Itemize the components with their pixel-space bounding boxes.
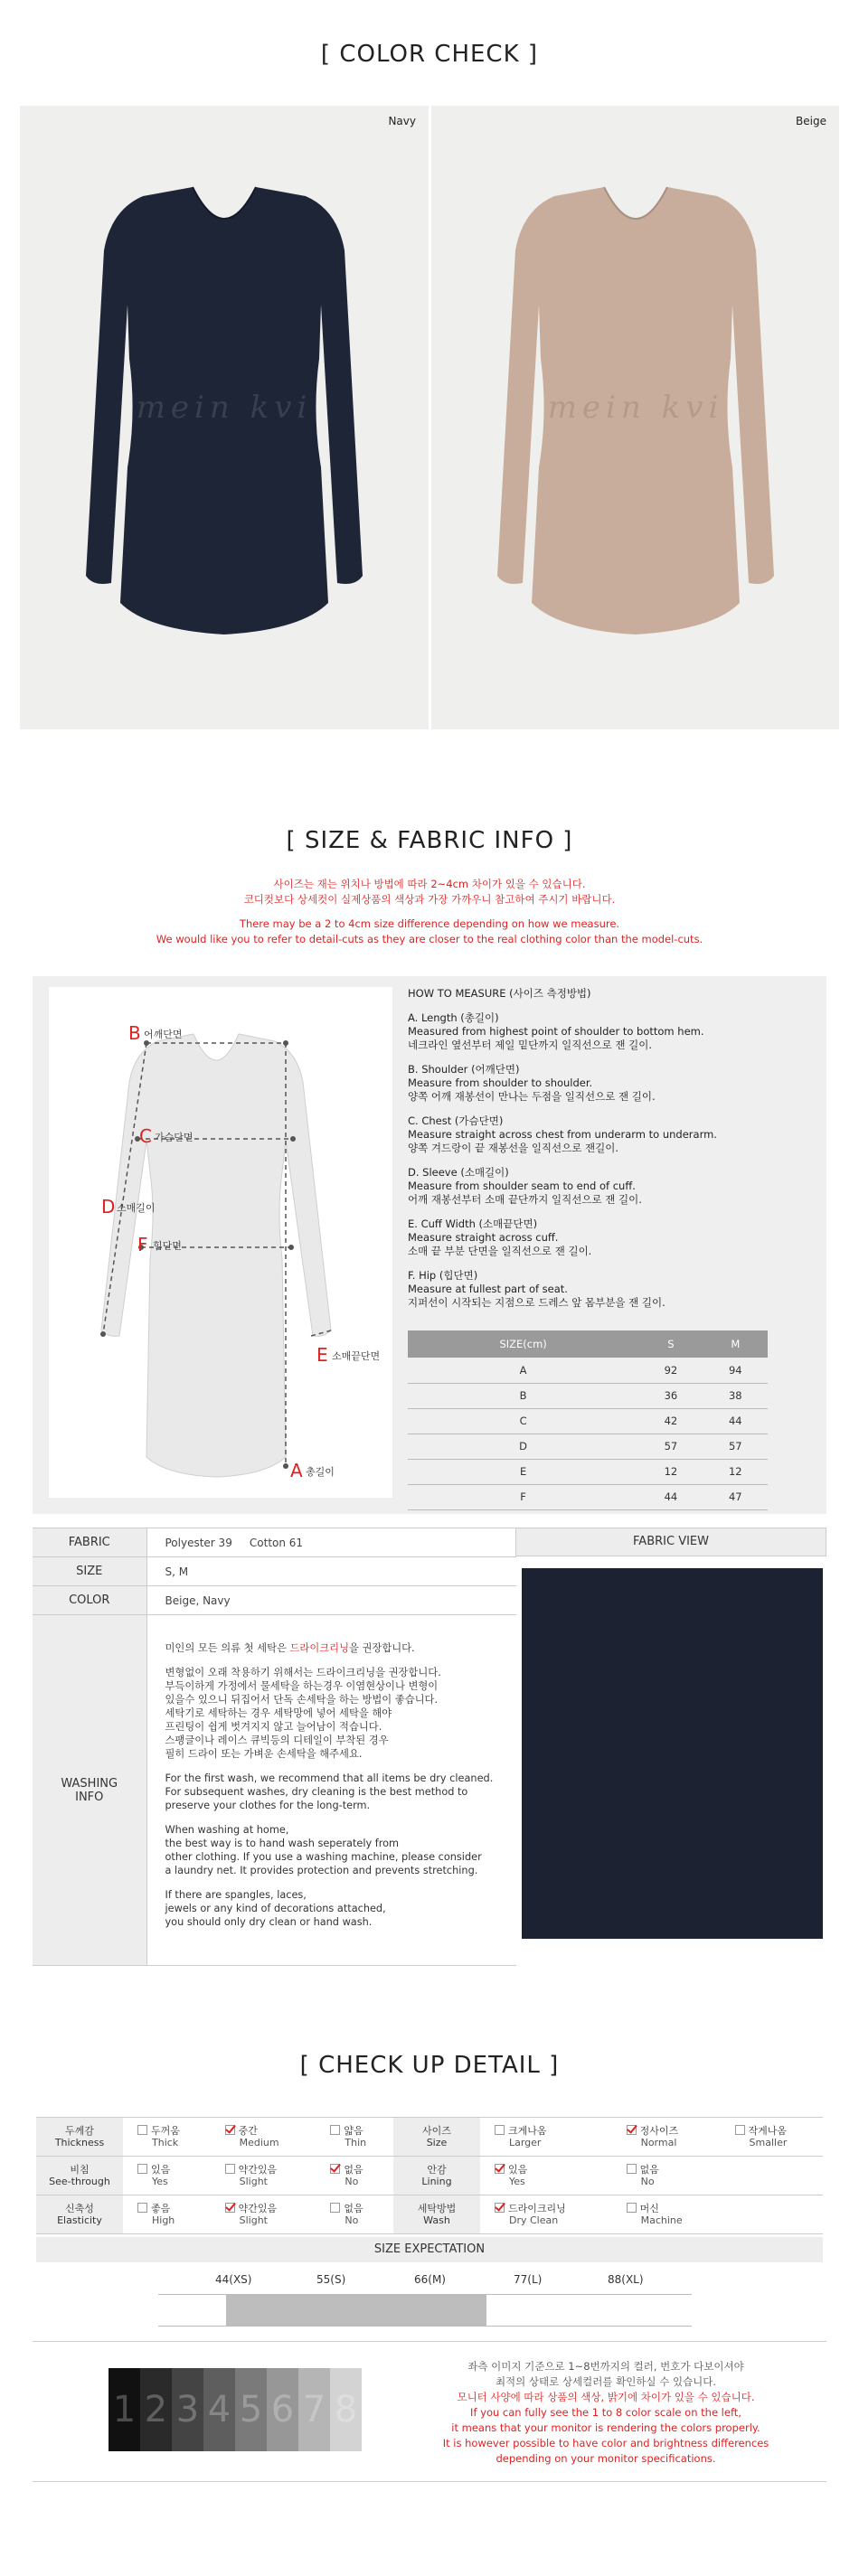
table-cell: A xyxy=(408,1358,638,1383)
size-scale-label-xl: 88(XL) xyxy=(608,2273,644,2286)
option-lining-yes[interactable] xyxy=(480,2157,612,2195)
monitor-gray-scale xyxy=(109,2368,362,2451)
check-up-title: [ CHECK UP DETAIL ] xyxy=(299,2052,560,2079)
empty-cell xyxy=(721,2195,823,2234)
notice-kr xyxy=(0,877,859,907)
option-smaller[interactable] xyxy=(721,2118,823,2157)
checkbox-icon xyxy=(735,2125,745,2135)
beige-photo-panel xyxy=(431,106,839,729)
note-line-warning: it means that your monitor is rendering the colors properly. xyxy=(451,2421,760,2434)
option-kr: 얇음 xyxy=(344,2125,363,2137)
wash-text: When washing at home, xyxy=(165,1823,289,1836)
wash-text: jewels or any kind of decorations attached, xyxy=(165,1902,386,1914)
wash-en-block-3 xyxy=(165,1888,505,1929)
diagram-text-f: 힙단면 xyxy=(153,1240,182,1252)
table-cell: 36 xyxy=(638,1383,703,1408)
measure-item-e xyxy=(408,1217,806,1258)
option-en: Medium xyxy=(239,2137,279,2148)
check-label-thickness xyxy=(36,2118,123,2157)
wash-kr-block xyxy=(165,1666,505,1761)
wash-text: a laundry net. It provides protection and prevents stretching. xyxy=(165,1864,478,1876)
option-en: Smaller xyxy=(749,2137,788,2148)
diagram-label-f: F xyxy=(137,1234,148,1255)
gray-swatch-2: 2 xyxy=(140,2368,172,2451)
label-kr: 두께감 xyxy=(65,2125,94,2137)
table-cell: 44 xyxy=(703,1408,768,1434)
size-row xyxy=(33,1557,516,1586)
option-en: Thin xyxy=(345,2137,367,2148)
option-en: Yes xyxy=(508,2176,525,2187)
measure-item-kr: 양쪽 겨드랑이 끝 재봉선을 일직선으로 잰길이. xyxy=(408,1142,619,1154)
wash-text: 부득이하게 가정에서 물세탁을 하는경우 이염현상이나 변형이 xyxy=(165,1679,439,1692)
checked-checkbox-icon xyxy=(627,2125,637,2135)
table-cell: F xyxy=(408,1484,638,1509)
size-fabric-title: [ SIZE & FABRIC INFO ] xyxy=(286,827,573,854)
wash-text: 미인의 모든 의류 첫 세탁은 xyxy=(165,1641,290,1654)
option-kr: 크게나옴 xyxy=(507,2125,547,2137)
option-kr: 드라이크리닝 xyxy=(507,2203,566,2214)
diagram-label-c: C xyxy=(139,1125,152,1147)
measure-item-en: Measure from shoulder to shoulder. xyxy=(408,1076,593,1089)
color-check-title: [ COLOR CHECK ] xyxy=(320,41,539,68)
notice-en-line-1: There may be a 2 to 4cm size difference depending on how we measure. xyxy=(239,917,620,930)
watermark-beige: mein kvi xyxy=(547,390,723,426)
empty-cell xyxy=(721,2157,823,2195)
table-row xyxy=(408,1408,768,1434)
measure-item-en: Measure at fullest part of seat. xyxy=(408,1283,568,1295)
label-en: Wash xyxy=(423,2214,450,2226)
size-header-m: M xyxy=(703,1330,768,1358)
label-en: See-through xyxy=(49,2176,110,2187)
measure-item-title: D. Sleeve (소매길이) xyxy=(408,1166,509,1179)
color-label-navy: Navy xyxy=(388,115,416,127)
size-expectation-fill xyxy=(226,2295,486,2326)
table-cell: 38 xyxy=(703,1383,768,1408)
option-kr: 작게나옴 xyxy=(748,2125,788,2137)
checked-checkbox-icon xyxy=(330,2164,340,2174)
table-cell: 12 xyxy=(703,1459,768,1484)
option-see-through-slight[interactable] xyxy=(211,2157,316,2195)
label-kr: 신축성 xyxy=(65,2203,94,2214)
checkbox-icon xyxy=(137,2125,147,2135)
gray-swatch-5: 5 xyxy=(235,2368,267,2451)
size-scale-label-s: 55(S) xyxy=(316,2273,346,2286)
measure-item-c xyxy=(408,1114,806,1155)
measure-item-d xyxy=(408,1166,806,1207)
measure-item-title: C. Chest (가슴단면) xyxy=(408,1114,504,1127)
check-label-see-through xyxy=(36,2157,123,2195)
wash-text: If there are spangles, laces, xyxy=(165,1888,307,1901)
option-en: No xyxy=(345,2214,359,2226)
option-see-through-yes[interactable] xyxy=(123,2157,211,2195)
option-en: Thick xyxy=(152,2137,179,2148)
table-row xyxy=(408,1358,768,1383)
divider xyxy=(33,2481,826,2482)
diagram-label-d: D xyxy=(101,1196,116,1217)
table-row xyxy=(408,1434,768,1459)
option-kr: 있음 xyxy=(507,2164,528,2176)
note-line: 최적의 상태로 상세컬러를 확인하실 수 있습니다. xyxy=(495,2375,717,2388)
checked-checkbox-icon xyxy=(225,2203,235,2213)
option-dry-clean[interactable] xyxy=(480,2195,612,2234)
measure-item-kr: 네크라인 옆선부터 제일 밑단까지 일직선으로 잰 길이. xyxy=(408,1039,652,1051)
color-value: Beige, Navy xyxy=(146,1586,516,1615)
measure-item-b xyxy=(408,1063,806,1104)
notice-en xyxy=(0,917,859,947)
monitor-color-note xyxy=(425,2359,787,2467)
label-en: Elasticity xyxy=(57,2214,102,2226)
table-cell: 94 xyxy=(703,1358,768,1383)
size-scale-label-xs: 44(XS) xyxy=(215,2273,252,2286)
option-en: No xyxy=(345,2176,359,2187)
notice-kr-line-2: 코디컷보다 상세컷이 실제상품의 색상과 가장 가까우니 참고하여 주시기 바랍니다. xyxy=(243,893,616,906)
wash-text: For subsequent washes, dry cleaning is the best method to xyxy=(165,1785,468,1798)
measure-diagram xyxy=(49,987,392,1498)
wash-dry-clean-highlight: 드라이크리닝 xyxy=(289,1641,349,1654)
diagram-text-c: 가슴단면 xyxy=(155,1132,194,1143)
checked-checkbox-icon xyxy=(495,2203,505,2213)
table-cell: E xyxy=(408,1459,638,1484)
note-line-warning: depending on your monitor specifications. xyxy=(496,2452,716,2465)
measure-item-a xyxy=(408,1011,806,1052)
gray-swatch-1: 1 xyxy=(109,2368,140,2451)
diagram-text-e: 소매끝단면 xyxy=(332,1350,381,1362)
check-label-lining xyxy=(393,2157,480,2195)
size-expectation-bar xyxy=(158,2294,692,2327)
note-line-warning: It is however possible to have color and brightness differences xyxy=(442,2437,769,2449)
wash-text: For the first wash, we recommend that all items be dry cleaned. xyxy=(165,1772,494,1784)
option-en: High xyxy=(152,2214,175,2226)
option-larger[interactable] xyxy=(480,2118,612,2157)
option-thick[interactable] xyxy=(123,2118,211,2157)
check-row-thickness xyxy=(36,2118,823,2157)
checkbox-icon xyxy=(225,2164,235,2174)
label-kr: 비침 xyxy=(70,2164,90,2176)
option-en: Slight xyxy=(239,2214,268,2226)
option-medium[interactable] xyxy=(211,2118,316,2157)
option-elasticity-high[interactable] xyxy=(123,2195,211,2234)
wash-text: you should only dry clean or hand wash. xyxy=(165,1915,373,1928)
checked-checkbox-icon xyxy=(495,2164,505,2174)
option-kr: 없음 xyxy=(639,2164,659,2176)
measure-item-en: Measure straight across chest from underarm to underarm. xyxy=(408,1128,717,1141)
option-en: Dry Clean xyxy=(508,2214,559,2226)
wash-en-block-1 xyxy=(165,1772,505,1812)
table-cell: 42 xyxy=(638,1408,703,1434)
label-en: Size xyxy=(426,2137,448,2148)
watermark-navy: mein kvi xyxy=(136,390,313,426)
measure-item-title: F. Hip (힙단면) xyxy=(408,1269,478,1282)
wash-text: 프린팅이 쉽게 벗겨지지 않고 늘어남이 적습니다. xyxy=(165,1720,382,1733)
measure-dress-illustration xyxy=(49,987,392,1498)
wash-text: other clothing. If you use a washing machine, please consider xyxy=(165,1850,482,1863)
fabric-view-swatch xyxy=(522,1568,823,1939)
checkbox-icon xyxy=(330,2203,340,2213)
checkbox-icon xyxy=(495,2125,505,2135)
diagram-label-a: A xyxy=(290,1460,303,1481)
option-kr: 약간있음 xyxy=(238,2164,278,2176)
option-normal[interactable] xyxy=(612,2118,721,2157)
option-kr: 머신 xyxy=(639,2203,659,2214)
option-en: Slight xyxy=(239,2176,268,2187)
note-line-warning: 모니터 사양에 따라 상품의 색상, 밝기에 차이가 있을 수 있습니다. xyxy=(457,2391,755,2403)
measure-item-f xyxy=(408,1269,806,1310)
table-cell: 92 xyxy=(638,1358,703,1383)
gray-swatch-6: 6 xyxy=(267,2368,298,2451)
option-see-through-no[interactable] xyxy=(316,2157,393,2195)
check-label-wash xyxy=(393,2195,480,2234)
table-cell: 57 xyxy=(638,1434,703,1459)
notice-kr-line-1: 사이즈는 재는 위치나 방법에 따라 2~4cm 차이가 있을 수 있습니다. xyxy=(273,878,586,890)
how-to-measure-heading: HOW TO MEASURE (사이즈 측정방법) xyxy=(408,987,591,1000)
measure-item-en: Measured from highest point of shoulder to bottom hem. xyxy=(408,1025,704,1038)
color-label: COLOR xyxy=(33,1586,146,1615)
diagram-text-a: 총길이 xyxy=(306,1466,335,1478)
option-kr: 약간있음 xyxy=(238,2203,278,2214)
check-up-table xyxy=(36,2117,823,2234)
diagram-text-d: 소매길이 xyxy=(117,1202,156,1214)
check-row-elasticity xyxy=(36,2195,823,2234)
wash-en-block-2 xyxy=(165,1823,505,1877)
option-kr: 있음 xyxy=(151,2164,171,2176)
option-lining-no[interactable] xyxy=(612,2157,721,2195)
diagram-text-b: 어깨단면 xyxy=(144,1029,183,1040)
wash-text: 세탁기로 세탁하는 경우 세탁망에 넣어 세탁을 해야 xyxy=(165,1706,392,1719)
table-cell: 47 xyxy=(703,1484,768,1509)
navy-photo-panel xyxy=(20,106,429,729)
option-en: Yes xyxy=(152,2176,168,2187)
size-value: S, M xyxy=(146,1557,516,1586)
fabric-label: FABRIC xyxy=(33,1528,146,1557)
washing-info-label xyxy=(33,1615,146,1966)
wash-text: 을 권장합니다. xyxy=(348,1641,415,1654)
label-kr: 세탁방법 xyxy=(417,2203,457,2214)
label-kr: 사이즈 xyxy=(422,2125,451,2137)
divider xyxy=(33,2341,826,2342)
diagram-label-e: E xyxy=(316,1344,328,1366)
size-label: SIZE xyxy=(33,1557,146,1586)
measure-item-title: A. Length (총길이) xyxy=(408,1011,499,1024)
measure-item-kr: 소매 끝 부분 단면을 일직선으로 잰 길이. xyxy=(408,1245,592,1257)
option-kr: 중간 xyxy=(238,2125,258,2137)
gray-swatch-4: 4 xyxy=(203,2368,235,2451)
wash-text: preserve your clothes for the long-term. xyxy=(165,1799,371,1811)
option-en: Larger xyxy=(508,2137,542,2148)
measure-item-en: Measure straight across cuff. xyxy=(408,1231,559,1244)
option-kr: 없음 xyxy=(344,2203,363,2214)
wash-text: 스팽글이나 레이스 큐빅등의 디테일이 부착된 경우 xyxy=(165,1734,389,1746)
option-machine[interactable] xyxy=(612,2195,721,2234)
label-en: Thickness xyxy=(54,2137,105,2148)
check-label-elasticity xyxy=(36,2195,123,2234)
option-kr: 좋음 xyxy=(151,2203,171,2214)
option-elasticity-no[interactable] xyxy=(316,2195,393,2234)
notice-en-line-2: We would like you to refer to detail-cuts as they are closer to the real clothing color than the model-cuts. xyxy=(156,933,703,945)
checkbox-icon xyxy=(137,2164,147,2174)
size-scale-label-l: 77(L) xyxy=(514,2273,543,2286)
table-cell: B xyxy=(408,1383,638,1408)
checkbox-icon xyxy=(137,2203,147,2213)
navy-dress-image xyxy=(57,178,392,684)
wash-text: the best way is to hand wash seperately from xyxy=(165,1837,400,1849)
checked-checkbox-icon xyxy=(225,2125,235,2135)
washing-label-line-1: WASHING xyxy=(61,1776,118,1791)
table-row xyxy=(408,1383,768,1408)
wash-text: 변형없이 오래 착용하기 위해서는 드라이크리닝을 권장합니다. xyxy=(165,1666,441,1678)
size-header-s: S xyxy=(638,1330,703,1358)
option-kr: 없음 xyxy=(344,2164,363,2176)
option-thin[interactable] xyxy=(316,2118,393,2157)
size-scale-label-m: 66(M) xyxy=(414,2273,446,2286)
label-kr: 안감 xyxy=(427,2164,447,2176)
measure-item-en: Measure from shoulder seam to end of cuff. xyxy=(408,1180,636,1192)
wash-text: 필히 드라이 또는 가벼운 손세탁을 해주세요. xyxy=(165,1747,363,1760)
gray-swatch-3: 3 xyxy=(172,2368,203,2451)
how-to-measure-text xyxy=(408,987,806,1310)
how-to-measure-box xyxy=(33,976,826,1514)
table-cell: 57 xyxy=(703,1434,768,1459)
fabric-value: Polyester 39 Cotton 61 xyxy=(146,1528,516,1557)
diagram-label-b: B xyxy=(128,1022,141,1044)
measure-item-title: E. Cuff Width (소매끝단면) xyxy=(408,1217,538,1230)
option-kr: 두꺼움 xyxy=(151,2125,180,2137)
wash-kr-first xyxy=(165,1641,505,1655)
option-en: Normal xyxy=(640,2137,677,2148)
color-label-beige: Beige xyxy=(796,115,826,127)
table-cell: 12 xyxy=(638,1459,703,1484)
option-elasticity-slight[interactable] xyxy=(211,2195,316,2234)
note-line: 좌측 이미지 기준으로 1~8번까지의 컬러, 번호가 다보이셔야 xyxy=(467,2360,744,2373)
fabric-row xyxy=(33,1528,516,1557)
beige-dress-image xyxy=(468,178,803,684)
size-table-header xyxy=(408,1330,768,1358)
table-cell: D xyxy=(408,1434,638,1459)
checkbox-icon xyxy=(627,2203,637,2213)
check-label-size xyxy=(393,2118,480,2157)
wash-text: 있을수 있으니 뒤집어서 단독 손세탁을 하는 방법이 좋습니다. xyxy=(165,1693,439,1706)
table-row xyxy=(408,1484,768,1509)
table-cell: 44 xyxy=(638,1484,703,1509)
option-kr: 정사이즈 xyxy=(639,2125,679,2137)
washing-label-line-2: INFO xyxy=(75,1790,104,1804)
checkbox-icon xyxy=(330,2125,340,2135)
measure-item-kr: 지퍼선이 시작되는 지점으로 드레스 앞 몸부분을 잰 길이. xyxy=(408,1296,665,1309)
label-en: Lining xyxy=(421,2176,452,2187)
size-header-label: SIZE(cm) xyxy=(408,1330,638,1358)
washing-row xyxy=(33,1615,516,1966)
measure-item-kr: 양쪽 어깨 재봉선이 만나는 두점을 일직선으로 잰 길이. xyxy=(408,1090,656,1103)
washing-info-text xyxy=(146,1615,516,1966)
table-cell: C xyxy=(408,1408,638,1434)
measure-item-title: B. Shoulder (어깨단면) xyxy=(408,1063,520,1076)
size-table xyxy=(408,1330,768,1510)
gray-swatch-7: 7 xyxy=(298,2368,330,2451)
check-row-see-through xyxy=(36,2157,823,2195)
fabric-view-heading: FABRIC VIEW xyxy=(515,1528,826,1556)
option-en: No xyxy=(640,2176,655,2187)
gray-swatch-8: 8 xyxy=(330,2368,362,2451)
table-row xyxy=(408,1459,768,1484)
checkbox-icon xyxy=(627,2164,637,2174)
size-expectation-heading: SIZE EXPECTATION xyxy=(36,2237,823,2262)
measure-item-kr: 어깨 재봉선부터 소매 끝단까지 일직선으로 잰 길이. xyxy=(408,1193,642,1206)
fabric-info-table xyxy=(33,1528,516,1966)
note-line-warning: If you can fully see the 1 to 8 color scale on the left, xyxy=(470,2406,741,2419)
color-row xyxy=(33,1586,516,1615)
option-en: Machine xyxy=(640,2214,683,2226)
